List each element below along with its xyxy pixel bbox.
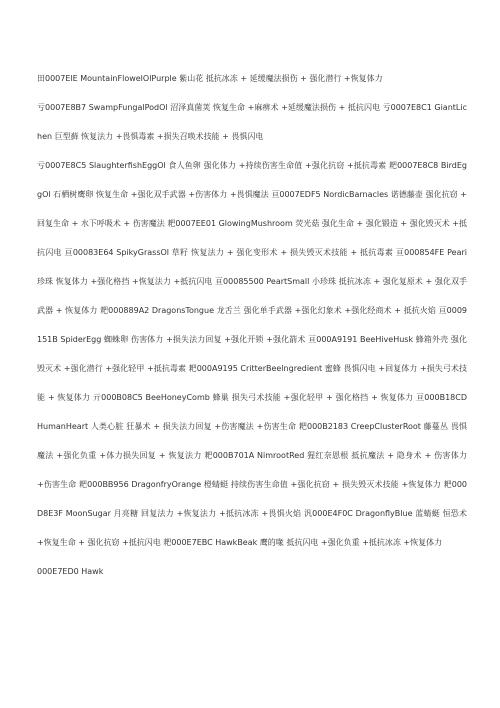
paragraph: 000E7ED0 Hawk [37,567,104,576]
paragraph: 亏0007E8C5 SlaughterfishEggOl 食人鱼卵 强化体力 +持续伤害生命值 +强化抗窃 +抵抗毒素 耙0007E8C8 BirdEggOl 石栖树鹰卵 恢复生命 +强化双手武器 +伤害体力 +畏惧魔法 亘0007EDF5 NordicBarnacles 诺德藤壶 强化抗窃 + 回复生命 + 水下呼吸术 + 伤害魔法 耙0007EE01 GlowingMushroom 荧光菇 强化生命 + 强化锻造 + 强化毁灭术 +抵抗闪电 亘00083E64 SpikyGrassOl 草籽 恢复法力 + 强化变形术 + 损失毁灭术技能 + 抵抗毒素 亘000854FE Peari 珍珠 恢复体力 +强化格挡 +恢复法力 +抵抗闪电 亘00085500 PeartSmall 小珍珠 抵抗冰冻 + 强化复原术 + 强化双手武器 + 恢复体力 耙000889A2 DragonsTongue 龙舌兰 强化单手武器 +强化幻象术 +强化经商术 + 抵抗火焰 亘0009151B SpiderEgg 蜘蛛卵 伤害体力 +损失法力回复 +强化开锁 +强化箭术 亘000A9191 BeeHiveHusk 蜂箱外壳 强化毁灭术 +强化潜行 +强化轻甲 +抵抗毒素 耙000A9195 CritterBeelngredient 蜜蜂 畏惧闪电 +回复体力 +损失弓术技能 + 恢复体力 亓000B08C5 BeeHoneyComb 蜂巢 损失弓术技能 +强化轻甲 + 强化格挡 + 恢复体力 亘000B18CD HumanHeart 人类心脏 狂暴术 + 损失法力回复 +伤害魔法 +伤害生命 耙000B2183 CreepClusterRoot 藤蔓丛 畏惧魔法 +强化负重 +体力损失回复 + 恢复法力 耙000B701A NimrootRed 猩红奈恩根 抵抗魔法 + 隐身术 + 伤害体力 +伤害生命 耙000BB956 DragonfryOrange 橙蜻蜓 持续伤害生命值 +强化抗窃 + 损失毁灭术技能 +恢复体力 耙000D8E3F MoonSugar 月亮糖 回复法力 +恢复法力 +抵抗冰冻 +畏惧火焰 汎000E4F0C DragonflyBlue 蓝蜻蜓 恒恐术 +恢复生命 + 强化抗窃 +抵抗闪电 耙000E7EBC HawkBeak 鹰的喙 抵抗闪电 +强化负重 +抵抗冰冻 +恢复体力 [37,161,467,547]
document-body [37,64,467,586]
paragraph: 田0007ElE MountainFlowelOlPurple 紫山花 抵抗冰冻 + 延缓魔法损伤 + 强化潜行 +恢复体力 [37,74,383,83]
paragraph: 亏0007E8B7 SwampFungalPodOl 沼泽真菌荚 恢复生命 +麻痹术 +延缓魔法损伤 + 抵抗闪电 亏0007E8C1 GiantLichen 巨型藓 恢复法力 +畏惧毒素 +损失召唤术技能 + 畏惧闪电 [37,103,467,141]
